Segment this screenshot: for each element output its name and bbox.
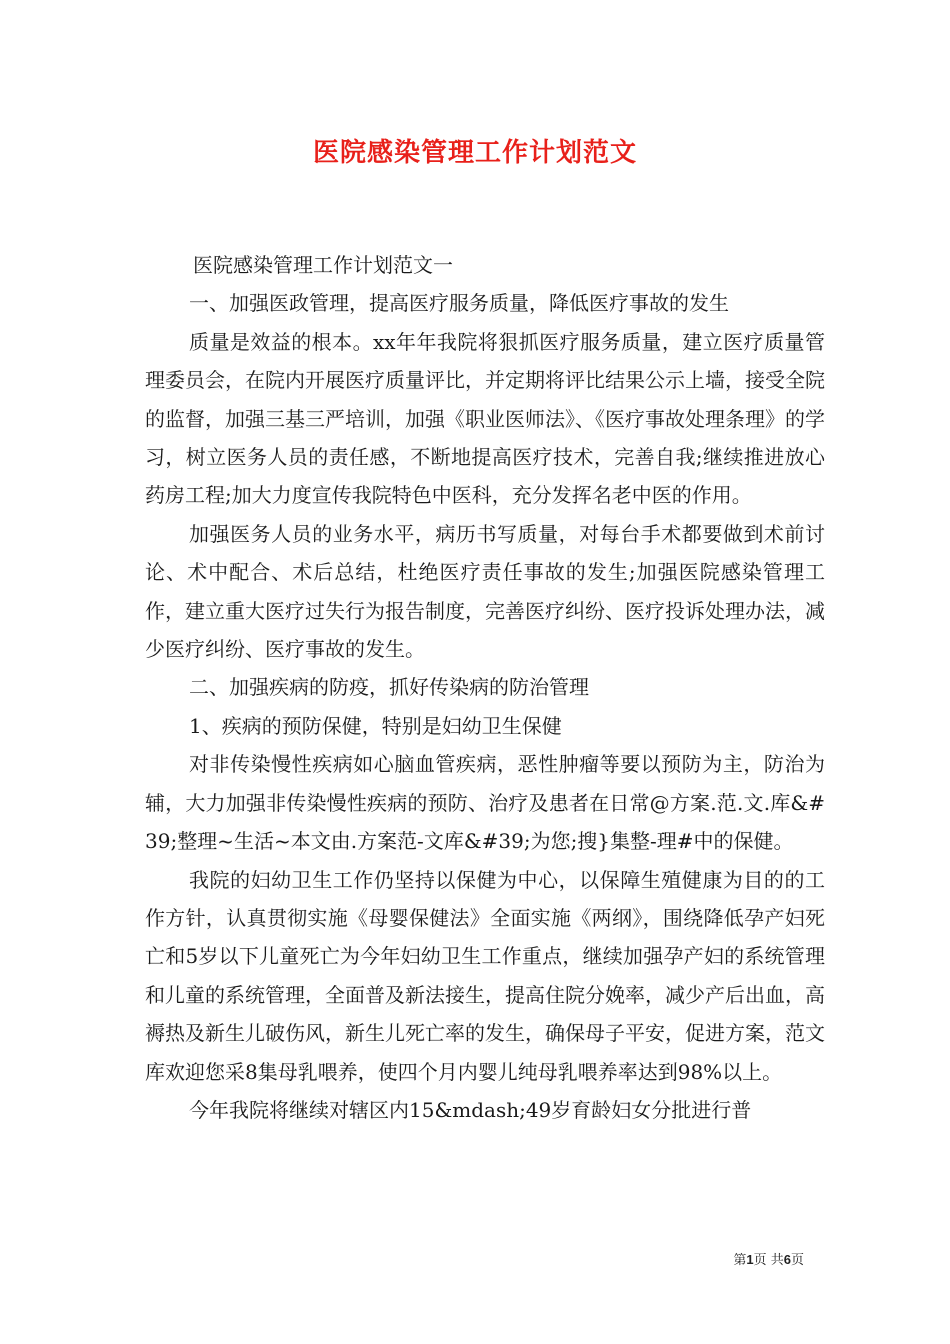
section-heading-1: 一、加强医政管理，提高医疗服务质量，降低医疗事故的发生 <box>189 291 729 316</box>
sub-heading-1: 1、疾病的预防保健，特别是妇幼卫生保健 <box>189 713 562 738</box>
page-number-footer <box>733 1249 804 1268</box>
footer-current-page: 1 <box>746 1252 754 1267</box>
footer-suffix: 页 <box>790 1253 804 1268</box>
body-paragraph: 今年我院将继续对辖区内15&mdash;49岁育龄妇女分批进行普 <box>189 1097 752 1122</box>
footer-total-pages: 6 <box>783 1252 791 1267</box>
footer-prefix: 第 <box>733 1253 747 1268</box>
section-heading-2: 二、加强疾病的防疫，抓好传染病的防治管理 <box>189 675 589 700</box>
document-body <box>145 246 825 1129</box>
body-paragraph: 加强医务人员的业务水平，病历书写质量，对每台手术都要做到术前讨论、术中配合、术后总结，杜绝医疗责任事故的发生;加强医院感染管理工作，建立重大医疗过失行为报告制度，完善医疗纠纷、医疗投诉处理办法，减少医疗纠纷、医疗事故的发生。 <box>145 521 825 662</box>
document-title: 医院感染管理工作计划范文 <box>312 138 637 168</box>
body-paragraph: 质量是效益的根本。xx年年我院将狠抓医疗服务质量，建立医疗质量管理委员会，在院内开展医疗质量评比，并定期将评比结果公示上墙，接受全院的监督，加强三基三严培训，加强《职业医师法》、《医疗事故处理条理》的学习，树立医务人员的责任感，不断地提高医疗技术，完善自我;继续推进放心药房工程;加大力度宣传我院特色中医科，充分发挥名老中医的作用。 <box>145 329 825 508</box>
section-subtitle: 医院感染管理工作计划范文一 <box>193 253 453 277</box>
body-paragraph: 对非传染慢性疾病如心脑血管疾病，恶性肿瘤等要以预防为主，防治为辅，大力加强非传染慢性疾病的预防、治疗及患者在日常@方案.范.文.库&#39;整理~生活~本文由.方案范-文库&#39;为您;搜}集整-理#中的保健。 <box>145 752 825 854</box>
body-paragraph: 我院的妇幼卫生工作仍坚持以保健为中心，以保障生殖健康为目的的工作方针，认真贯彻实施《母婴保健法》全面实施《两纲》，围绕降低孕产妇死亡和5岁以下儿童死亡为今年妇幼卫生工作重点，继续加强孕产妇的系统管理和儿童的系统管理，全面普及新法接生，提高住院分娩率，减少产后出血，高褥热及新生儿破伤风，新生儿死亡率的发生，确保母子平安，促进方案，范文库欢迎您采8集母乳喂养，使四个月内婴儿纯母乳喂养率达到98%以上。 <box>145 867 825 1084</box>
footer-middle: 页 共 <box>753 1253 784 1268</box>
